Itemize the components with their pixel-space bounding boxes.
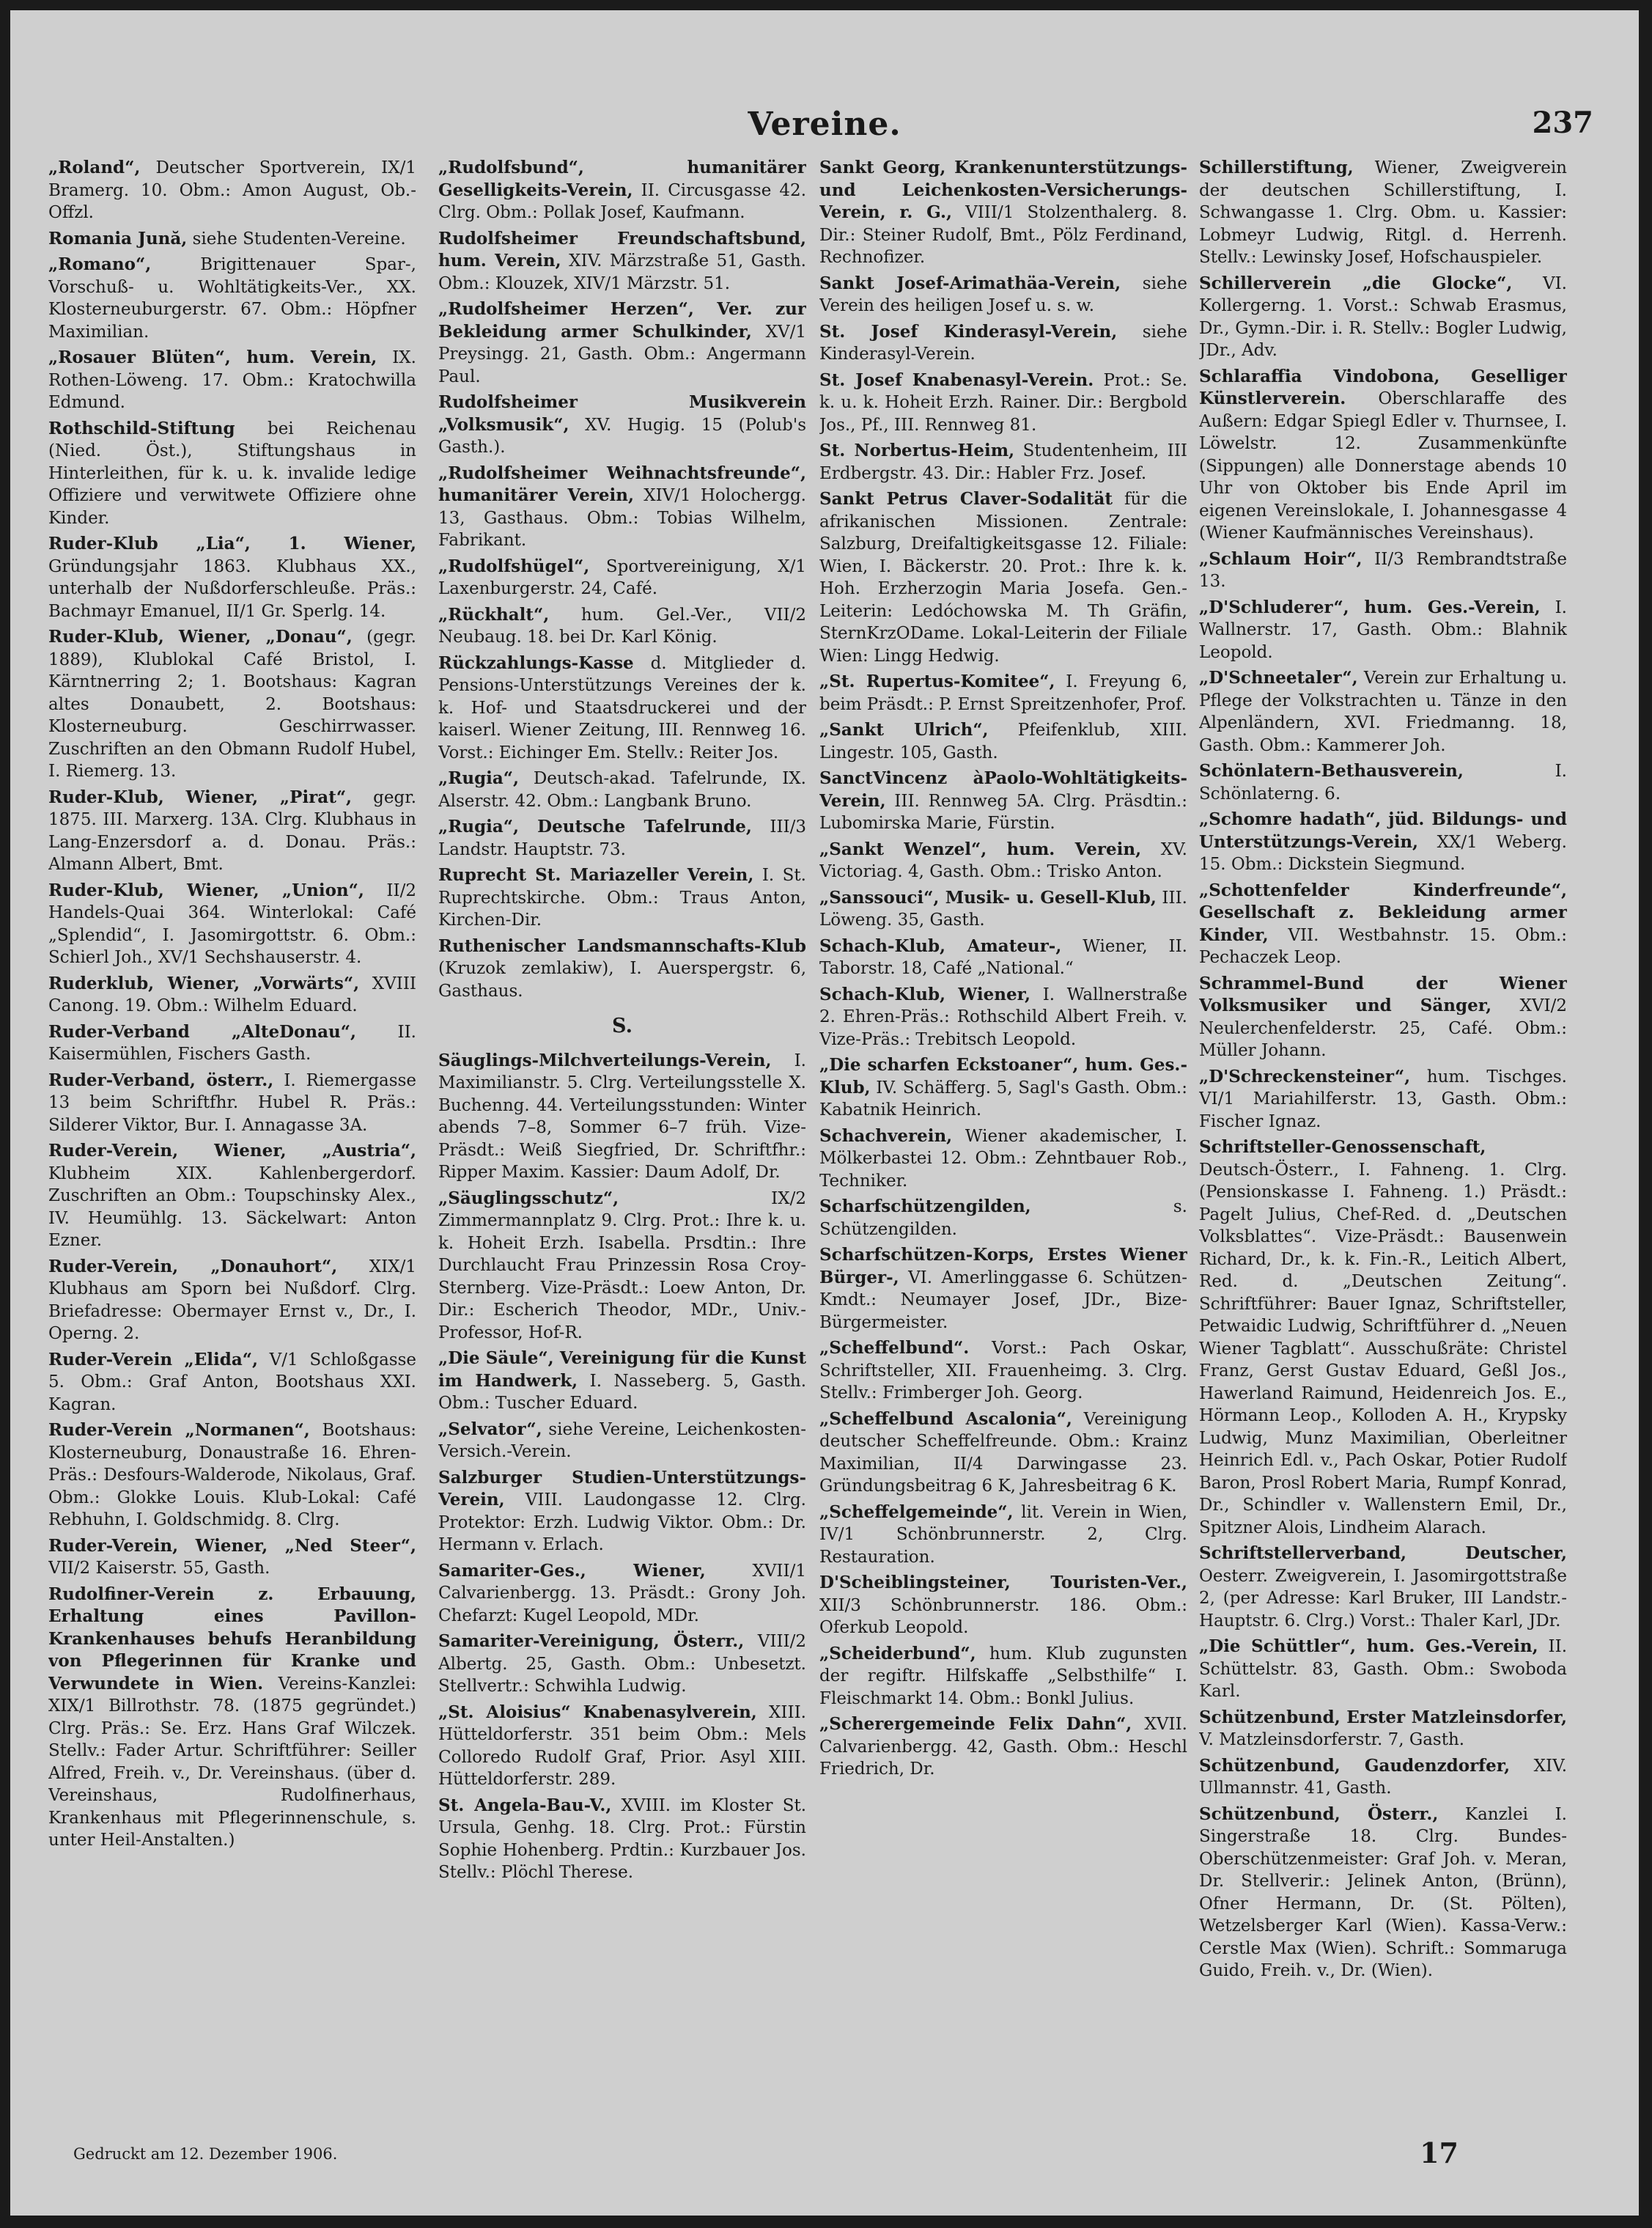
entry-details: Wiener, Zweigverein der deutschen Schillerstiftung, I. Schwangasse 1. Clrg. Obm. u. Kassier: Lobmeyr Ludwig, Ritgl. d. Herrenh. Stellv.: Lewinsky Josef, Hofschauspieler. (1199, 158, 1567, 267)
entry-details: Verein zur Erhaltung u. Pflege der Volkstrachten u. Tänze in den Alpenländern, XVI. Friedmanng. 18, Gasth. Obm.: Kammerer Joh. (1199, 669, 1567, 755)
entry-name: Schrammel-Bund der Wiener Volksmusiker und Sänger, (1199, 973, 1567, 1015)
directory-entry (819, 1501, 1187, 1569)
entry-details: III. Löweng. 35, Gasth. (819, 888, 1187, 930)
directory-entry (438, 816, 806, 861)
page-number: 237 (1532, 106, 1593, 140)
entry-name: Ruprecht St. Mariazeller Verein, (438, 865, 754, 885)
entry-details: hum. Tischges. VI/1 Mariahilferstr. 13, Gasth. Obm.: Fischer Ignaz. (1199, 1067, 1567, 1131)
entry-details: III/3 Landstr. Hauptstr. 73. (438, 817, 806, 859)
directory-entry (819, 1244, 1187, 1334)
entry-details: I. Schönlaterng. 6. (1199, 762, 1567, 804)
directory-entry (438, 463, 806, 552)
signature-mark: 17 (1420, 2136, 1459, 2169)
entry-details: VII/2 Kaiserstr. 55, Gasth. (48, 1559, 270, 1578)
entry-details: XV. Hugig. 15 (Polub's Gasth.). (438, 415, 806, 457)
entry-name: Sankt Josef-Arimathäa-Verein, (819, 273, 1121, 293)
entry-name: „St. Rupertus-Komitee“, (819, 672, 1055, 691)
entry-name: Ruder-Klub „Lia“, 1. Wiener, (48, 534, 416, 554)
entry-name: Sankt Georg, Krankenunterstützungs- und Leichenkosten-Versicherungs-Verein, r. G., (819, 158, 1187, 222)
entry-details: VIII. Laudongasse 12. Clrg. Protektor: Erzh. Ludwig Viktor. Obm.: Dr. Hermann v. Erlach. (438, 1490, 806, 1554)
entry-details: siehe Vereine, Leichenkosten-Versich.-Verein. (438, 1419, 806, 1461)
entry-details: VIII/1 Stolzenthalerg. 8. Dir.: Steiner Rudolf, Bmt., Pölz Ferdinand, Rechnofizer. (819, 203, 1187, 267)
directory-entry (1199, 597, 1567, 664)
entry-name: Schützenbund, Österr., (1199, 1804, 1439, 1824)
directory-entry (819, 1196, 1187, 1240)
entry-details: XIV/1 Holochergg. 13, Gasthaus. Obm.: Tobias Wilhelm, Fabrikant. (438, 486, 806, 550)
page-header (10, 106, 1639, 150)
directory-entry (819, 1713, 1187, 1781)
entry-name: „Schlaum Hoir“, (1199, 548, 1362, 569)
entry-details: I. St. Ruprechtskirche. Obm.: Traus Anton, Kirchen-Dir. (438, 866, 806, 930)
entry-name: „Roland“, (48, 158, 141, 177)
entry-name: Ruder-Verein „Normanen“, (48, 1420, 310, 1440)
entry-name: Säuglings-Milchverteilungs-Verein, (438, 1050, 772, 1070)
entry-name: Schach-Klub, Amateur-, (819, 935, 1062, 956)
entry-details: II. Circusgasse 42. Clrg. Obm.: Pollak Josef, Kaufmann. (438, 180, 806, 222)
directory-entry (819, 935, 1187, 980)
entry-details: XIV. Märzstraße 51, Gasth. Obm.: Klouzek, XIV/1 Märzstr. 51. (438, 251, 806, 293)
page-footer (10, 2136, 1639, 2173)
directory-entry (819, 1054, 1187, 1122)
directory-entry (438, 391, 806, 459)
directory-entry (1199, 973, 1567, 1062)
entry-name: „Scheffelbund Ascalonia“, (819, 1408, 1072, 1429)
directory-entry (48, 1256, 416, 1345)
entry-details: IV. Schäfferg. 5, Sagl's Gasth. Obm.: Kabatnik Heinrich. (819, 1078, 1187, 1119)
directory-entry (48, 787, 416, 876)
entry-details: siehe Studenten-Vereine. (187, 229, 406, 249)
directory-entry (438, 1348, 806, 1415)
directory-entry (438, 864, 806, 932)
directory-entry (1199, 1636, 1567, 1703)
entry-name: Rudolfiner-Verein z. Erbauung, Erhaltung eines Pavillon-Krankenhauses behufs Heranbildung von Pflegerinnen für Kranke und Verwundete in Wien. (48, 1584, 416, 1694)
entry-name: Sankt Petrus Claver-Sodalität (819, 489, 1113, 509)
directory-entry (438, 604, 806, 649)
column-4 (1199, 157, 1567, 2070)
column-2 (438, 157, 806, 2070)
directory-entry (819, 273, 1187, 317)
entry-name: „Rudolfsbund“, humanitärer Geselligkeits-Verein, (438, 158, 806, 200)
entry-name: Schriftsteller-Genossenschaft, (1199, 1137, 1486, 1157)
entry-name: „Rosauer Blüten“, hum. Verein, (48, 348, 377, 367)
directory-entry (819, 1408, 1187, 1498)
entry-details: Klubheim XIX. Kahlenbergerdorf. Zuschriften an Obm.: Toupschinsky Alex., IV. Heumühlg. 13. Säckelwart: Anton Ezner. (48, 1163, 416, 1250)
entry-details: XIV. Ullmannstr. 41, Gasth. (1199, 1756, 1567, 1798)
entry-name: Samariter-Ges., Wiener, (438, 1560, 706, 1581)
entry-name: „Sankt Wenzel“, hum. Verein, (819, 839, 1142, 859)
entry-name: „Scheiderbund“, (819, 1643, 976, 1663)
entry-details: XVII. Calvarienbergg. 42, Gasth. Obm.: Heschl Friedrich, Dr. (819, 1715, 1187, 1779)
entry-name: „Die scharfen Eckstoaner“, hum. Ges.-Klub, (819, 1055, 1187, 1098)
entry-details: I. Wallnerstraße 2. Ehren-Präs.: Rothschild Albert Freih. v. Vize-Präs.: Trebitsch Leopold. (819, 985, 1187, 1049)
entry-name: St. Josef Kinderasyl-Verein, (819, 321, 1118, 342)
directory-entry (819, 1572, 1187, 1639)
directory-entry (819, 839, 1187, 883)
entry-name: Ruder-Klub, Wiener, „Union“, (48, 880, 364, 900)
entry-name: Ruder-Verein „Elida“, (48, 1349, 258, 1369)
entry-name: Rückzahlungs-Kasse (438, 652, 634, 673)
entry-details: Oberschlaraffe des Außern: Edgar Spiegl Edler v. Thurnsee, I. Löwelstr. 12. Zusammenkünfte (Sippungen) alle Donnerstage abends 10 Uhr von Oktober bis Ende April im eigenen Vereinslokale, I. Johannesgasse 4 (Wiener Kaufmännisches Vereinshaus). (1199, 389, 1567, 543)
entry-name: „Rudolfshügel“, (438, 556, 590, 576)
entry-details: I. Maximilianstr. 5. Clrg. Verteilungsstelle X. Buchenng. 44. Verteilungsstunden: Winter abends 7–8, Sommer 6–7 früh. Vize-Präsdt.: Weiß Siegfried, Dr. Schriftfhr.: Ripper Maxim. Kassier: Daum Adolf, Dr. (438, 1051, 806, 1182)
entry-details: Prot.: Se. k. u. k. Hoheit Erzh. Rainer. Dir.: Bergbold Jos., Pf., III. Rennweg 81. (819, 370, 1187, 435)
entry-details: Studentenheim, III Erdbergstr. 43. Dir.: Habler Frz. Josef. (819, 441, 1187, 483)
entry-details: s. Schützengilden. (819, 1197, 1187, 1239)
entry-details: Deutsch-akad. Tafelrunde, IX. Alserstr. 42. Obm.: Langbank Bruno. (438, 769, 806, 811)
directory-entry (1199, 760, 1567, 805)
directory-entry (48, 228, 416, 251)
directory-entry (48, 347, 416, 414)
entry-details: Wiener, II. Taborstr. 18, Café „National.“ (819, 936, 1187, 978)
directory-entry (438, 1467, 806, 1556)
entry-details: Vereinigung deutscher Scheffelfreunde. Obm.: Krainz Maximilian, II/4 Darwingasse 23. Gründungsbeitrag 6 K, Jahresbeitrag 6 K. (819, 1409, 1187, 1496)
entry-name: „Rückhalt“, (438, 604, 550, 625)
directory-entry (438, 1630, 806, 1698)
directory-entry (438, 228, 806, 295)
entry-name: „St. Aloisius“ Knabenasylverein, (438, 1702, 757, 1722)
entry-name: Romania Jună, (48, 228, 188, 249)
entry-details: VII. Westbahnstr. 15. Obm.: Pechaczek Leop. (1199, 925, 1567, 967)
entry-details: VI. Amerlinggasse 6. Schützen-Kmdt.: Neumayer Josef, JDr., Bize-Bürgermeister. (819, 1268, 1187, 1332)
entry-name: „Rudolfsheimer Herzen“, Ver. zur Bekleidung armer Schulkinder, (438, 299, 806, 342)
directory-entry (48, 880, 416, 969)
entry-details: III. Rennweg 5A. Clrg. Präsdtin.: Lubomirska Marie, Fürstin. (819, 791, 1187, 833)
column-1 (48, 157, 416, 2070)
directory-entry (819, 370, 1187, 437)
directory-entry (438, 768, 806, 812)
entry-name: „Rugia“, (438, 768, 520, 788)
entry-name: Ruderklub, Wiener, „Vorwärts“, (48, 973, 360, 993)
entry-details: XII/3 Schönbrunnerstr. 186. Obm.: Oferkub Leopold. (819, 1595, 1187, 1637)
directory-entry (819, 440, 1187, 485)
directory-entry (1199, 1543, 1567, 1632)
entry-details: XVIII. im Kloster St. Ursula, Genhg. 18. Clrg. Prot.: Fürstin Sophie Hohenberg. Prdtin.: Kurzbauer Jos. Stellv.: Plöchl Therese. (438, 1795, 806, 1882)
directory-entry (819, 1125, 1187, 1193)
entry-details: Kanzlei I. Singerstraße 18. Clrg. Bundes-Oberschützenmeister: Graf Joh. v. Meran, Dr. Stellverir.: Jelinek Anton, (Brünn), Ofner Hermann, Dr. (St. Pölten), Wetzelsberger Karl (Wien). Kassa-Verw.: Cerstle Max (Wien). Schrift.: Sommaruga Guido, Freih. v., Dr. (Wien). (1199, 1804, 1567, 1980)
entry-name: Ruder-Verein, Wiener, „Austria“, (48, 1141, 416, 1161)
directory-entry (1199, 548, 1567, 593)
entry-details: I. Nasseberg. 5, Gasth. Obm.: Tuscher Eduard. (438, 1371, 806, 1413)
directory-entry (819, 768, 1187, 835)
directory-entry (48, 1140, 416, 1252)
directory-entry (438, 298, 806, 388)
entry-details: (Kruzok zemlakiw), I. Auerspergstr. 6, Gasthaus. (438, 959, 806, 1001)
directory-entry (1199, 667, 1567, 757)
directory-entry (438, 556, 806, 600)
entry-details: VIII/2 Albertg. 25, Gasth. Obm.: Unbesetzt. Stellvertr.: Schwihla Ludwig. (438, 1632, 806, 1696)
entry-name: Ruthenischer Landsmannschafts-Klub (438, 935, 806, 956)
entry-details: I. Riemergasse 13 beim Schriftfhr. Hubel R. Präs.: Silderer Viktor, Bur. I. Annagasse 3A. (48, 1070, 416, 1135)
directory-entry (48, 973, 416, 1018)
entry-name: Ruder-Verband „AlteDonau“, (48, 1021, 356, 1042)
entry-name: „Schottenfelder Kinderfreunde“, Gesellschaft z. Bekleidung armer Kinder, (1199, 880, 1567, 945)
entry-details: XVII/1 Calvarienbergg. 13. Präsdt.: Grony Joh. Chefarzt: Kugel Leopold, MDr. (438, 1561, 806, 1625)
entry-details: II/3 Rembrandtstraße 13. (1199, 549, 1567, 591)
directory-entry (48, 1584, 416, 1852)
entry-name: Rothschild-Stiftung (48, 418, 235, 438)
entry-details: I. Wallnerstr. 17, Gasth. Obm.: Blahnik Leopold. (1199, 598, 1567, 662)
directory-entry (1199, 273, 1567, 362)
directory-entry (1199, 1707, 1567, 1751)
directory-entry (1199, 157, 1567, 269)
entry-details: Vereins-Kanzlei: XIX/1 Billrothstr. 78. (1875 gegründet.) Clrg. Präs.: Se. Erz. Hans Graf Wilczek. Stellv.: Fader Artur. Schriftführer: Seiller Alfred, Freih. v., Dr. Vereinshaus. (über d. Vereinshaus, Rudolfinerhaus, Krankenhaus mit Pflegerinnenschule, s. unter Heil-Anstalten.) (48, 1674, 416, 1850)
directory-entry (819, 488, 1187, 667)
entry-name: Rudolfsheimer Freundschaftsbund, hum. Verein, (438, 228, 806, 271)
entry-name: Scharfschützengilden, (819, 1196, 1031, 1216)
entry-details: Deutscher Sportverein, IX/1 Bramerg. 10. Obm.: Amon August, Ob.-Offzl. (48, 158, 416, 222)
directory-entry (1199, 809, 1567, 876)
entry-details: Sportvereinigung, X/1 Laxenburgerstr. 24, Café. (438, 556, 806, 598)
entry-details: XVIII Canong. 19. Obm.: Wilhelm Eduard. (48, 974, 416, 1015)
directory-entry (438, 652, 806, 765)
entry-name: D'Scheiblingsteiner, Touristen-Ver., (819, 1573, 1187, 1592)
entry-details: I. Freyung 6, beim Präsdt.: P. Ernst Spreitzenhofer, Prof. (819, 672, 1187, 714)
entry-details: Wiener akademischer, I. Mölkerbastei 12. Obm.: Zehntbauer Rob., Techniker. (819, 1126, 1187, 1191)
entry-name: Schlaraffia Vindobona, Geselliger Künstlerverein. (1199, 366, 1567, 408)
entry-details: V. Matzleinsdorferstr. 7, Gasth. (1199, 1730, 1465, 1749)
entry-name: St. Josef Knabenasyl-Verein. (819, 370, 1094, 390)
entry-name: „Die Säule“, Vereinigung für die Kunst im Handwerk, (438, 1348, 806, 1391)
entry-name: „Scherergemeinde Felix Dahn“, (819, 1714, 1132, 1734)
entry-details: Gründungsjahr 1863. Klubhaus XX., unterhalb der Nußdorferschleuße. Präs.: Bachmayr Emanuel, II/1 Gr. Sperlg. 14. (48, 556, 416, 621)
entry-name: „Sankt Ulrich“, (819, 720, 989, 740)
entry-details: (gegr. 1889), Klublokal Café Bristol, I. Kärntnerring 2; 1. Bootshaus: Kagran altes Donaubett, 2. Bootshaus: Klosterneuburg. Geschirrwasser. Zuschriften an den Obmann Rudolf Hubel, I. Riemerg. 13. (48, 628, 416, 781)
entry-details: II. Kaisermühlen, Fischers Gasth. (48, 1022, 416, 1064)
entry-name: „Romano“, (48, 254, 152, 274)
entry-details: XV. Victoriag. 4, Gasth. Obm.: Trisko Anton. (819, 839, 1187, 881)
directory-entry (48, 418, 416, 530)
entry-name: St. Angela-Bau-V., (438, 1795, 612, 1815)
entry-details: hum. Gel.-Ver., VII/2 Neubaug. 18. bei Dr. Karl König. (438, 605, 806, 647)
entry-name: Schachverein, (819, 1125, 953, 1146)
entry-name: Schützenbund, Gaudenzdorfer, (1199, 1755, 1511, 1776)
entry-details: XIX/1 Klubhaus am Sporn bei Nußdorf. Clrg. Briefadresse: Obermayer Ernst v., Dr., I. Operng. 2. (48, 1257, 416, 1343)
entry-details: IX. Rothen-Löweng. 17. Obm.: Kratochwilla Edmund. (48, 348, 416, 412)
entry-details: XX/1 Weberg. 15. Obm.: Dickstein Siegmund. (1199, 832, 1567, 874)
directory-entry (1199, 1136, 1567, 1539)
entry-name: Salzburger Studien-Unterstützungs-Verein, (438, 1467, 806, 1510)
entry-name: „D'Schneetaler“, (1199, 668, 1358, 688)
entry-details: Brigittenauer Spar-, Vorschuß- u. Wohltätigkeits-Ver., XX. Klosterneuburgerstr. 67. Obm.: Höpfner Maximilian. (48, 255, 416, 342)
directory-entry (819, 321, 1187, 366)
directory-entry (819, 1337, 1187, 1405)
directory-entry (819, 984, 1187, 1051)
entry-details: gegr. 1875. III. Marxerg. 13A. Clrg. Klubhaus in Lang-Enzersdorf a. d. Donau. Präs.: Almann Albert, Bmt. (48, 787, 416, 874)
column-3 (819, 157, 1187, 2070)
entry-name: Ruder-Verband, österr., (48, 1070, 274, 1090)
print-date-imprint: Gedruckt am 12. Dezember 1906. (73, 2145, 338, 2163)
entry-name: „Sanssouci“, Musik- u. Gesell-Klub, (819, 887, 1157, 908)
directory-entry (819, 719, 1187, 764)
entry-name: „Rugia“, Deutsche Tafelrunde, (438, 817, 752, 837)
entry-details: XIII. Hütteldorferstr. 351 beim Obm.: Mels Colloredo Rudolf Graf, Prior. Asyl XIII. Hütteldorferstr. 289. (438, 1702, 806, 1789)
entry-details: XV/1 Preysingg. 21, Gasth. Obm.: Angermann Paul. (438, 322, 806, 386)
entry-name: „Scheffelbund“. (819, 1338, 970, 1358)
entry-name: Schillerverein „die Glocke“, (1199, 273, 1513, 293)
directory-entry (48, 254, 416, 343)
entry-details: II/2 Handels-Quai 364. Winterlokal: Café „Splendid“, I. Jasomirgottstr. 6. Obm.: Schierl Joh., XV/1 Sechshauserstr. 4. (48, 880, 416, 967)
entry-name: „Rudolfsheimer Weihnachtsfreunde“, humanitärer Verein, (438, 463, 806, 505)
entry-details: d. Mitglieder d. Pensions-Unterstützungs Vereines der k. k. Hof- und Staatsdruckerei und der kaiserl. Wiener Zeitung, III. Rennweg 16. Vorst.: Eichinger Em. Stellv.: Reiter Jos. (438, 653, 806, 762)
directory-entry (438, 1188, 806, 1345)
entry-details: XVI/2 Neulerchenfelderstr. 25, Café. Obm.: Müller Johann. (1199, 996, 1567, 1060)
entry-name: Samariter-Vereinigung, Österr., (438, 1631, 745, 1651)
directory-entry (819, 1643, 1187, 1710)
directory-entry (1199, 880, 1567, 969)
entry-details: siehe Verein des heiligen Josef u. s. w. (819, 273, 1187, 315)
directory-entry (438, 1702, 806, 1791)
directory-entry (1199, 366, 1567, 545)
directory-entry (438, 1050, 806, 1184)
entry-details: hum. Klub zugunsten der regiftr. Hilfskaffe „Selbsthilfe“ I. Fleischmarkt 14. Obm.: Bonkl Julius. (819, 1644, 1187, 1708)
directory-entry (1199, 1755, 1567, 1800)
entry-details: für die afrikanischen Missionen. Zentrale: Salzburg, Dreifaltigkeitsgasse 12. Filiale: Wien, I. Bäckerstr. 20. Prot.: Ihre k. k. Hoh. Erzherzogin Maria Josefa. Gen.-Leiterin: Ledóchowska M. Th Gräfin, SternKrzODame. Lokal-Leiterin der Filiale Wien: Lingg Hedwig. (819, 490, 1187, 666)
running-title: Vereine. (748, 106, 901, 143)
entry-details: Bootshaus: Klosterneuburg, Donaustraße 16. Ehren-Präs.: Desfours-Walderode, Nikolaus, Graf. Obm.: Glokke Louis. Klub-Lokal: Café Rebhuhn, I. Goldschmidg. 8. Clrg. (48, 1421, 416, 1529)
entry-name: Scharfschützen-Korps, Erstes Wiener Bürger-, (819, 1245, 1187, 1287)
directory-entry (48, 157, 416, 224)
entry-name: Ruder-Verein, Wiener, „Ned Steer“, (48, 1535, 416, 1556)
entry-name: Schönlatern-Bethausverein, (1199, 761, 1464, 781)
entry-name: „D'Schreckensteiner“, (1199, 1066, 1411, 1087)
entry-name: Schriftstellerverband, Deutscher, (1199, 1543, 1567, 1563)
directory-entry (819, 157, 1187, 269)
entry-name: Ruder-Klub, Wiener, „Pirat“, (48, 787, 353, 807)
directory-entry (48, 1349, 416, 1416)
entry-name: „Scheffelgemeinde“, (819, 1501, 1014, 1522)
scanned-page (10, 10, 1639, 2216)
directory-entry (438, 157, 806, 224)
directory-entry (819, 671, 1187, 716)
directory-entry (819, 887, 1187, 932)
entry-details: VI. Kollergerng. 1. Vorst.: Schwab Erasmus, Dr., Gymn.-Dir. i. R. Stellv.: Bogler Ludwig, JDr., Adv. (1199, 273, 1567, 360)
directory-entry (48, 1021, 416, 1066)
entry-name: „D'Schluderer“, hum. Ges.-Verein, (1199, 597, 1541, 617)
entry-details: Oesterr. Zweigverein, I. Jasomirgottstraße 2, (per Adresse: Karl Bruker, III Landstr.-Hauptstr. 6. Clrg.) Vorst.: Thaler Karl, JDr. (1199, 1566, 1567, 1630)
entry-details: IX/2 Zimmermannplatz 9. Clrg. Prot.: Ihre k. u. k. Hoheit Erzh. Isabella. Prsdtin.: Ihre Durchlaucht Frau Prinzessin Rosa Croy-Sternberg. Vize-Präsdt.: Loew Anton, Dr. Dir.: Escherich Theodor, MDr., Univ.-Professor, Hof-R. (438, 1188, 806, 1342)
section-letter: S. (612, 1015, 633, 1037)
entry-details: bei Reichenau (Nied. Öst.), Stiftungshaus in Hinterleithen, für k. u. k. invalide ledige Offiziere und verwitwete Offiziere ohne Kinder. (48, 419, 416, 528)
entry-name: „Die Schüttler“, hum. Ges.-Verein, (1199, 1636, 1538, 1656)
entry-details: lit. Verein in Wien, IV/1 Schönbrunnerstr. 2, Clrg. Restauration. (819, 1502, 1187, 1567)
directory-entry (438, 1419, 806, 1463)
entry-name: Ruder-Verein, „Donauhort“, (48, 1256, 338, 1276)
entry-name: „Selvator“, (438, 1419, 542, 1439)
directory-entry (438, 1795, 806, 1884)
entry-name: „Schomre hadath“, jüd. Bildungs- und Unterstützungs-Verein, (1199, 809, 1567, 852)
directory-entry (438, 1560, 806, 1628)
entry-name: SanctVincenz àPaolo-Wohltätigkeits-Verein, (819, 768, 1187, 811)
entry-name: Rudolfsheimer Musikverein „Volksmusik“, (438, 392, 806, 435)
directory-entry (48, 533, 416, 622)
directory-entry (48, 1419, 416, 1532)
entry-name: St. Norbertus-Heim, (819, 441, 1015, 460)
entry-name: Schillerstiftung, (1199, 158, 1354, 177)
directory-entry (1199, 1804, 1567, 1982)
entry-details: V/1 Schloßgasse 5. Obm.: Graf Anton, Bootshaus XXI. Kagran. (48, 1350, 416, 1414)
entry-details: Vorst.: Pach Oskar, Schriftsteller, XII. Frauenheimg. 3. Clrg. Stellv.: Frimberger Joh. Georg. (819, 1339, 1187, 1402)
entry-details: Pfeifenklub, XIII. Lingestr. 105, Gasth. (819, 721, 1187, 762)
directory-entry (438, 935, 806, 1003)
entry-details: Deutsch-Österr., I. Fahneng. 1. Clrg. (Pensionskasse I. Fahneng. 1.) Präsdt.: Pagelt Julius, Chef-Red. d. „Deutschen Volksblattes“. Vize-Präsdt.: Bausenwein Richard, Dr., k. k. Fin.-R., Leitich Albert, Red. d. „Deutschen Zeitung“. Schriftführer: Bauer Ignaz, Schriftsteller, Petwaidic Ludwig, Schriftführer d. „Neuen Wiener Tagblatt“. Ausschußräte: Christel Franz, Gerst Gustav Eduard, Geßl Jos., Hawerland Raimund, Heidenreich Jos. E., Hörmann Leop., Kolloden A. H., Krypsky Ludwig, Munz Maximilian, Oberleitner Heinrich Edl. v., Pach Oskar, Potier Rudolf Baron, Prosl Robert Maria, Rumpf Konrad, Dr., Schindler v. Wallenstern Emil, Dr., Spitzner Alois, Lindheim Alarach. (1199, 1160, 1567, 1537)
entry-details: siehe Kinderasyl-Verein. (819, 322, 1187, 364)
entry-details: II. Schüttelstr. 83, Gasth. Obm.: Swoboda Karl. (1199, 1637, 1567, 1701)
directory-entry (48, 1535, 416, 1580)
entry-name: Ruder-Klub, Wiener, „Donau“, (48, 627, 353, 647)
entry-name: Schützenbund, Erster Matzleinsdorfer, (1199, 1707, 1567, 1727)
directory-entry (48, 626, 416, 783)
entry-name: „Säuglingsschutz“, (438, 1188, 619, 1208)
directory-entry (48, 1070, 416, 1137)
directory-entry (1199, 1066, 1567, 1133)
entry-name: Schach-Klub, Wiener, (819, 984, 1031, 1004)
